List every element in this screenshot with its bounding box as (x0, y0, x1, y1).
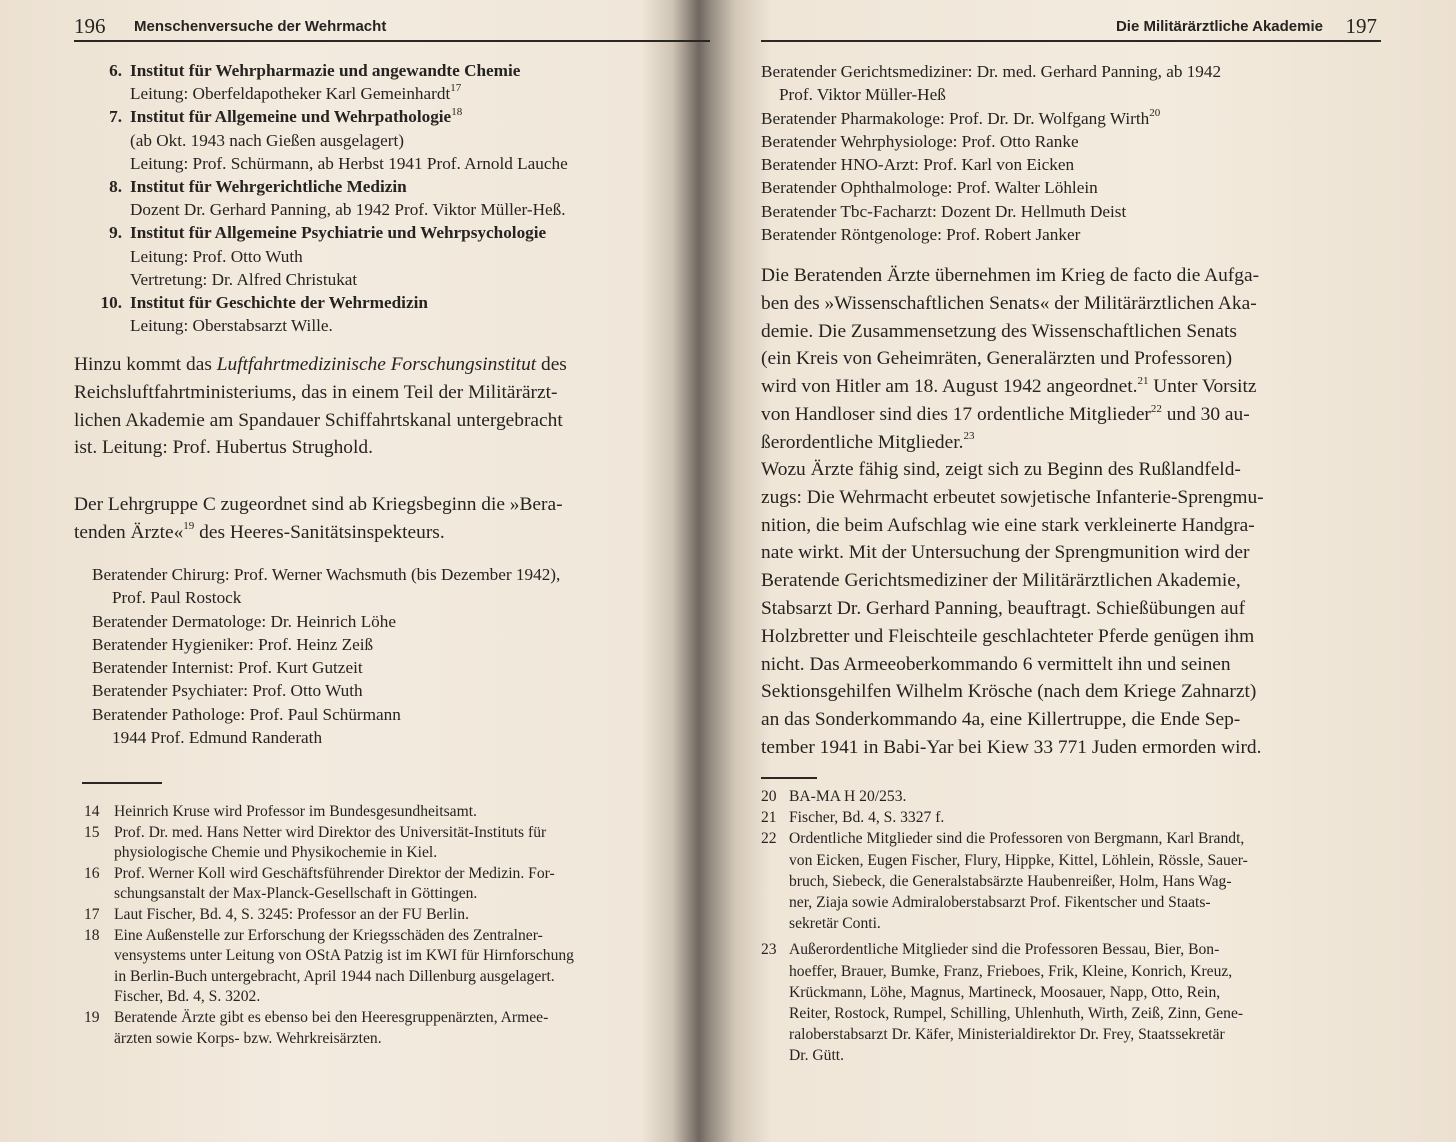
footnote: 23 Außerordentliche Mitglieder sind die Professoren Bessau, Bier, Bon- hoeffer, Brauer, Bumke, Franz, Frieboes, Frik, Kleine, Konrich, Kreuz, Krückmann, Löhe, Magnus, Martineck, Moosauer, Napp, Otto, Rein, Reiter, Rostock, Rumpel, Schilling, Uhlenhuth, Wirth, Zeiß, Zinn, Gene- raloberstabsarzt Dr. Käfer, Ministerialdirektor Dr. Frey, Staatssekretär Dr. Gütt. (761, 941, 1244, 1065)
paragraph-lehrgruppe: Der Lehrgruppe C zugeordnet sind ab Kriegsbeginn die »Bera- tenden Ärzte«$^{19}$ des Heeres-Sanitätsinspekteurs. (74, 494, 563, 543)
footnote-number: 19 (84, 1008, 100, 1026)
institute-number: 9. (109, 223, 122, 243)
institute-title: Institut für Allgemeine Psychiatrie und Wehrpsychologie (130, 223, 547, 243)
footnote-number: 16 (84, 864, 100, 882)
paragraph-russlandfeldzug: Wozu Ärzte fähig sind, zeigt sich zu Beginn des Rußlandfeld- zugs: Die Wehrmacht erbeutet sowjetische Infanterie-Sprengmu- nition, die beim Aufschlag wie eine stark verkleinerte Handgra- nate wirkt. Mit der Untersuchung der Sprengmunition wird der Beratende Gerichtsmediziner der Militärärztlichen Akademie, Stabsarzt Dr. Gerhard Panning, beauftragt. Schießübungen auf Holzbretter und Fleischteile geschlachteter Pferde genügen ihm nicht. Das Armeeoberkommando 6 vermittelt ihn und seinen Sektionsgehilfen Wilhelm Krösche (nach dem Kriege Zahnarzt) an das Sonderkommando 4a, eine Killertruppe, die Ende Sep- tember 1941 in Babi-Yar bei Kiew 33 771 Juden ermorden wird. (761, 459, 1264, 758)
institute-number: 7. (109, 107, 122, 127)
footnote-rule (761, 777, 817, 779)
footnote: 17 Laut Fischer, Bd. 4, S. 3245: Professor an der FU Berlin. (74, 905, 710, 926)
footnote-number: 22 (761, 830, 777, 848)
footnote: 22 Ordentliche Mitglieder sind die Professoren von Bergmann, Karl Brandt, von Eicken, Eugen Fischer, Flury, Hippke, Kittel, Löhlein, Rössle, Sauer- bruch, Siebeck, die Generalstabsärzte Haubenreißer, Holm, Hans Wag- ner, Ziaja sowie Admiraloberstabsarzt Prof. Fikentscher und Staats- sekretär Conti. (761, 830, 1248, 933)
institute-title: Institut für Wehrgerichtliche Medizin (130, 177, 407, 197)
institute-line: Leitung: Oberstabsarzt Wille. (130, 316, 333, 336)
institute-number: 8. (109, 177, 122, 197)
footnote-ref: 17 (450, 82, 462, 95)
institute-line: Leitung: Oberfeldapotheker Karl Gemeinhardt (130, 84, 451, 104)
advisor-line: Beratender Tbc-Facharzt: Dozent Dr. Hellmuth Deist (761, 201, 1127, 221)
footnote-number: 15 (84, 823, 100, 841)
footnote-ref: 20 (1149, 106, 1161, 119)
footnote: 14 Heinrich Kruse wird Professor im Bundesgesundheitsamt. (74, 802, 710, 823)
footnote-number: 20 (761, 788, 777, 805)
footnote-ref: 21 (1137, 374, 1149, 387)
right-footnotes (761, 786, 1381, 1067)
right-page (761, 0, 1381, 1142)
footnote-number: 14 (84, 803, 100, 820)
footnote: 18 Eine Außenstelle zur Erforschung der Kriegsschäden des Zentralner- vensystems unter Leitung von OStA Patzig ist im KWI für Hirnforschung in Berlin-Buch untergebracht, April 1944 nach Dillenburg ausgelagert. Fischer, Bd. 4, S. 3202. (84, 926, 574, 1006)
footnote: 16 Prof. Werner Koll wird Geschäftsführender Direktor der Medizin. For- schungsanstalt der Max-Planck-Gesellschaft in Göttingen. (84, 864, 555, 903)
right-running-title: Die Militärärztliche Akademie (1115, 18, 1323, 35)
institute-item (74, 175, 710, 221)
advisor-line: 1944 Prof. Edmund Randerath (112, 728, 323, 748)
footnote-number: 18 (84, 926, 100, 944)
advisor-line: Beratender Psychiater: Prof. Otto Wuth (92, 681, 363, 701)
institute-line: Leitung: Prof. Otto Wuth (130, 246, 303, 266)
advisor-line: Prof. Viktor Müller-Heß (779, 85, 946, 105)
footnote-ref: 22 (1150, 402, 1162, 415)
advisor-line: Beratender Wehrphysiologe: Prof. Otto Ranke (761, 131, 1079, 151)
footnote: 15 Prof. Dr. med. Hans Netter wird Direktor des Universität-Instituts für physiologische Chemie und Physikochemie in Kiel. (84, 823, 547, 862)
institute-item (74, 221, 710, 291)
advisor-line: Beratender Internist: Prof. Kurt Gutzeit (92, 658, 363, 678)
left-page (74, 0, 710, 1142)
institute-line: Dozent Dr. Gerhard Panning, ab 1942 Prof. Viktor Müller-Heß. (130, 200, 566, 220)
institute-line: Vertretung: Dr. Alfred Christukat (130, 269, 358, 289)
advisor-line: Beratender Pharmakologe: Prof. Dr. Dr. Wolfgang Wirth (761, 108, 1150, 128)
advisor-line: Beratender Pathologe: Prof. Paul Schürmann (92, 704, 401, 724)
institute-line: Leitung: Prof. Schürmann, ab Herbst 1941 Prof. Arnold Lauche (130, 153, 568, 173)
footnote-number: 17 (84, 905, 100, 923)
paragraph-senate: Die Beratenden Ärzte übernehmen im Krieg de facto die Aufga- ben des »Wissenschaftlichen Senats« der Militärärztlichen Aka- demie. Die Zusammensetzung des Wissenschaftlichen Senats (ein Kreis von Geheimräten, Generalärzten und Professoren) wird von Hitler am 18. August 1942 angeordnet.$^{21}$ Unter Vorsitz von Handloser sind dies 17 ordentliche Mitglieder$^{22}$ und 30 au- ßerordentliche Mitglieder.$^{23}$ (761, 265, 1260, 453)
advisor-line: Beratender Ophthalmologe: Prof. Walter Löhlein (761, 178, 1098, 198)
footnote: 19 Beratende Ärzte gibt es ebenso bei den Heeresgruppenärzten, Armee- ärzten sowie Korps- bzw. Wehrkreisärzten. (84, 1008, 549, 1047)
footnote-ref: 19 (183, 520, 195, 533)
advisor-list (92, 563, 710, 749)
institute-number: 10. (100, 293, 122, 313)
footnote: 21 Fischer, Bd. 4, S. 3327 f. (761, 807, 1381, 828)
institute-item (74, 59, 710, 105)
advisor-line: Beratender Chirurg: Prof. Werner Wachsmuth (bis Dezember 1942), (92, 565, 561, 584)
advisor-line: Beratender Röntgenologe: Prof. Robert Janker (761, 225, 1081, 245)
footnote-ref: 23 (963, 430, 975, 443)
institute-name-italic: Luftfahrtmedizinische Forschungsinstitut (216, 354, 537, 375)
advisor-line: Beratender HNO-Arzt: Prof. Karl von Eicken (761, 155, 1075, 175)
right-running-header (761, 14, 1381, 42)
advisor-line: Beratender Gerichtsmediziner: Dr. med. Gerhard Panning, ab 1942 (761, 62, 1222, 81)
footnote-number: 21 (761, 809, 777, 827)
left-page-number: 196 (74, 14, 106, 38)
footnote: 20 BA-MA H 20/253. (761, 786, 1381, 807)
institute-number: 6. (109, 61, 122, 80)
advisor-line: Beratender Hygieniker: Prof. Heinz Zeiß (92, 634, 374, 654)
left-footnotes (74, 802, 710, 1049)
institute-line: (ab Okt. 1943 nach Gießen ausgelagert) (130, 130, 404, 150)
advisor-line: Prof. Paul Rostock (112, 588, 242, 608)
institute-item (74, 291, 710, 337)
footnote-rule (82, 782, 162, 784)
left-running-title: Menschenversuche der Wehrmacht (134, 18, 387, 35)
institute-list (74, 59, 710, 337)
institute-title: Institut für Allgemeine und Wehrpathologie (130, 107, 452, 127)
footnote-number: 23 (761, 941, 777, 959)
advisor-line: Beratender Dermatologe: Dr. Heinrich Löhe (92, 611, 397, 631)
left-running-header (74, 14, 710, 42)
institute-title: Institut für Wehrpharmazie und angewandte Chemie (130, 61, 521, 80)
institute-item (74, 105, 710, 175)
right-page-number: 197 (1345, 14, 1377, 38)
institute-title: Institut für Geschichte der Wehrmedizin (130, 293, 428, 313)
footnote-ref: 18 (451, 105, 463, 118)
paragraph-luftfahrt: Hinzu kommt das Luftfahrtmedizinische Forschungsinstitut des Reichsluftfahrtministeriums, das in einem Teil der Militärärzt- lichen Akademie am Spandauer Schiffahrtskanal untergebracht ist. Leitung: Prof. Hubertus Strughold. (74, 354, 567, 459)
advisor-list-continued (761, 60, 1381, 246)
